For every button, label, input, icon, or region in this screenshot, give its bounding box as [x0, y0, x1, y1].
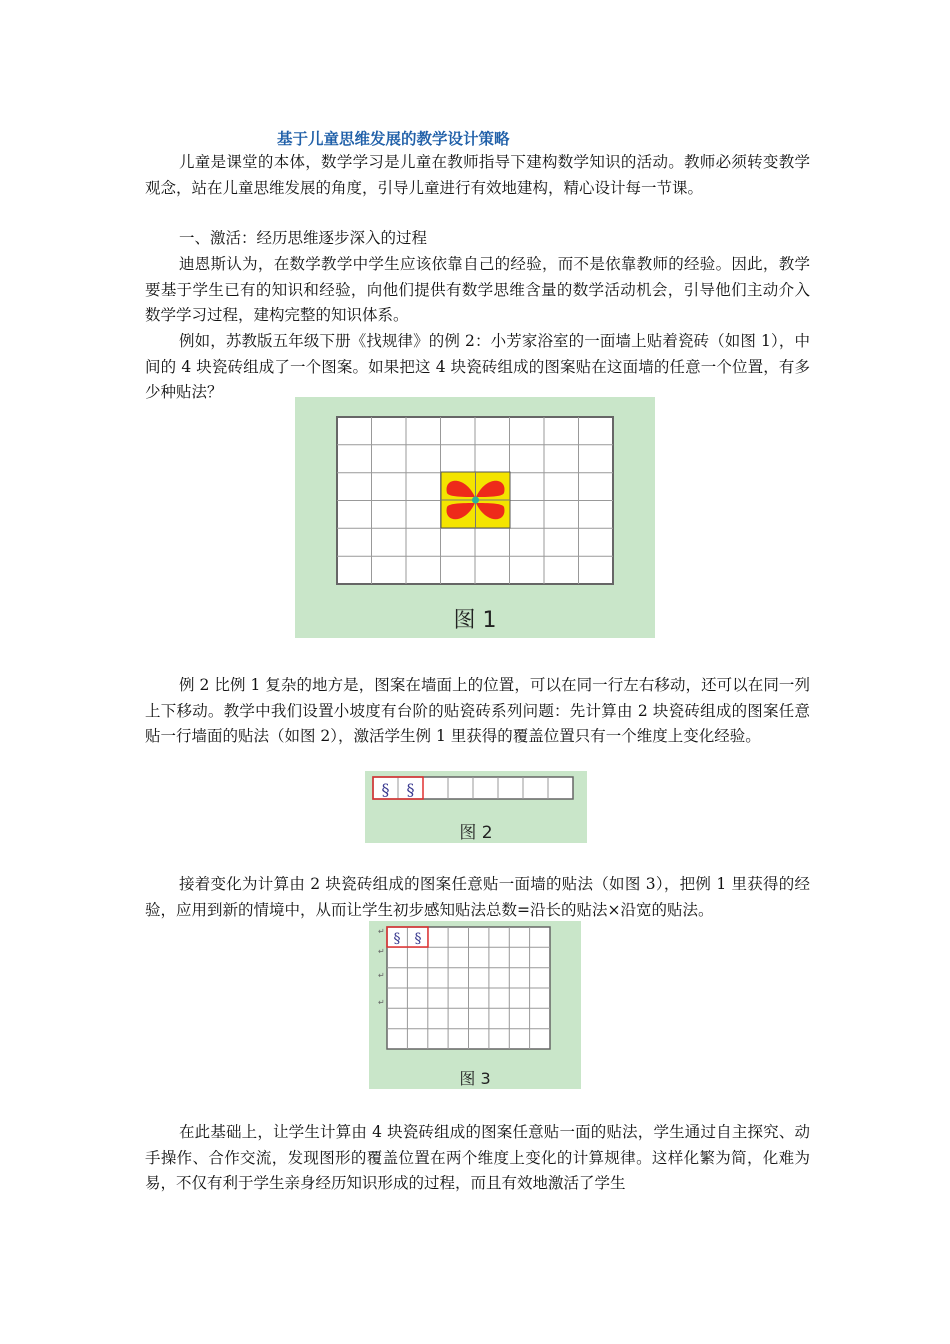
paragraph-conclusion: 在此基础上，让学生计算由 4 块瓷砖组成的图案任意贴一面的贴法，学生通过自主探究、动手操作、合作交流，发现图形的覆盖位置在两个维度上变化的计算规律。这样化繁为简，化难为易，不仅有利于学生亲身经历知识形成的过程，而且有效地激活了学生	[145, 1123, 810, 1192]
paragraph-dienes: 迪恩斯认为，在数学教学中学生应该依靠自己的经验，而不是依靠教师的经验。因此，教学要基于学生已有的知识和经验，向他们提供有数学思维含量的数学活动机会，引导他们主动介入数学学习过程，建构完整的知识体系。	[145, 255, 810, 324]
svg-text:§: §	[406, 780, 415, 799]
svg-text:↵: ↵	[378, 947, 385, 956]
paragraph-example2: 例 2 比例 1 复杂的地方是，图案在墙面上的位置，可以在同一行左右移动，还可以在同一列上下移动。教学中我们设置小坡度有台阶的贴瓷砖系列问题：先计算由 2 块瓷砖组成的图案任意贴一行墙面的贴法（如图 2），激活学生例 1 里获得的覆盖位置只有一个维度上变化经验。	[145, 676, 810, 745]
paragraph-intro: 儿童是课堂的本体，数学学习是儿童在教师指导下建构数学知识的活动。教师必须转变教学观念，站在儿童思维发展的角度，引导儿童进行有效地建构，精心设计每一节课。	[145, 153, 810, 197]
paragraph-next-step: 接着变化为计算由 2 块瓷砖组成的图案任意贴一面墙的贴法（如图 3），把例 1 里获得的经验，应用到新的情境中，从而让学生初步感知贴法总数=沿长的贴法×沿宽的贴法。	[145, 875, 810, 919]
page-title: 基于儿童思维发展的教学设计策略	[277, 130, 510, 148]
svg-text:§: §	[393, 931, 401, 947]
paragraph-example: 例如，苏教版五年级下册《找规律》的例 2：小芳家浴室的一面墙上贴着瓷砖（如图 1），中间的 4 块瓷砖组成了一个图案。如果把这 4 块瓷砖组成的图案贴在这面墙的任意一个位置，有多少种贴法？	[145, 332, 810, 401]
figure-3	[369, 921, 581, 1089]
wall-grid-figure-3	[369, 921, 581, 1089]
figure-3-caption: 图 3	[459, 1069, 491, 1088]
svg-text:↵: ↵	[378, 998, 385, 1007]
figure-1-caption: 图 1	[453, 608, 497, 633]
figure-2	[365, 771, 587, 843]
figure-2-caption: 图 2	[459, 823, 493, 843]
paragraph-mark-icons	[378, 927, 385, 1007]
section-heading-1: 一、激活：经历思维逐步深入的过程	[179, 229, 428, 247]
wall-grid-figure-1	[295, 397, 655, 638]
svg-text:§: §	[381, 780, 390, 799]
svg-text:↵: ↵	[378, 927, 385, 936]
svg-text:↵: ↵	[378, 971, 385, 980]
svg-text:§: §	[414, 931, 422, 947]
flower-tile-pattern	[441, 472, 510, 528]
figure-1	[295, 397, 655, 638]
